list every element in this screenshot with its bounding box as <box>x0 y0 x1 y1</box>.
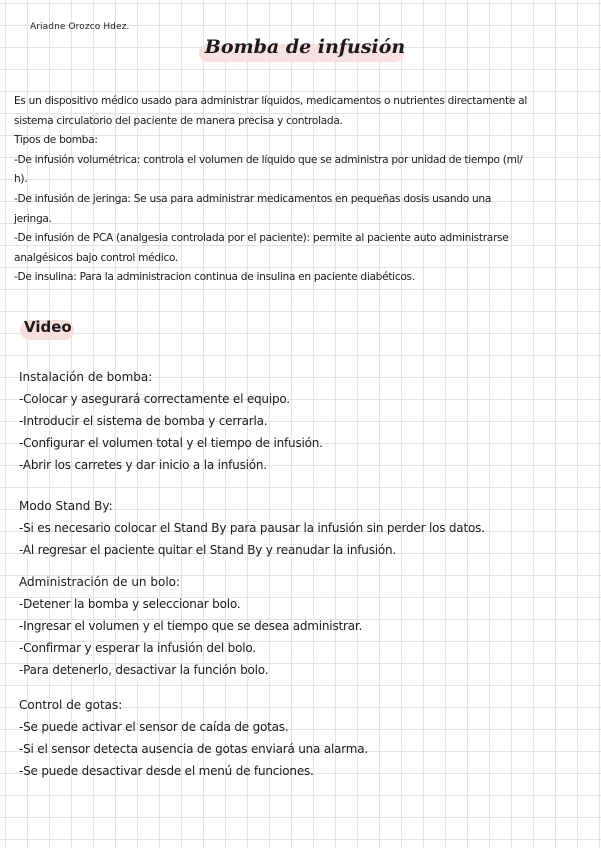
intro-paragraph <box>14 92 586 288</box>
section-heading: Administración de un bolo: <box>19 575 181 589</box>
section-heading: Instalación de bomba: <box>19 370 153 384</box>
intro-line: -De infusión de jeringa: Se usa para administrar medicamentos en pequeñas dosis usando una <box>14 192 492 205</box>
intro-line: -De infusión volumétrica: controla el volumen de líquido que se administra por unidad de tiempo (ml/ <box>14 153 523 166</box>
intro-line: -De insulina: Para la administracion continua de insulina en paciente diabéticos. <box>14 271 415 284</box>
intro-line: h). <box>14 173 28 186</box>
intro-line: -De infusión de PCA (analgesia controlada por el paciente): permite al paciente auto administrarse <box>14 232 509 245</box>
section-bolus <box>19 571 589 681</box>
list-item: -Si el sensor detecta ausencia de gotas enviará una alarma. <box>19 742 369 756</box>
video-heading-block <box>20 314 80 342</box>
list-item: -Se puede activar el sensor de caída de gotas. <box>19 720 289 734</box>
video-heading: Video <box>24 318 72 336</box>
author-name: Ariadne Orozco Hdez. <box>30 22 130 32</box>
intro-line: jeringa. <box>14 212 52 225</box>
list-item: -Ingresar el volumen y el tiempo que se desea administrar. <box>19 619 363 633</box>
title-block <box>195 36 415 66</box>
intro-line: Es un dispositivo médico usado para administrar líquidos, medicamentos o nutrientes directamente al <box>14 95 527 107</box>
list-item: -Configurar el volumen total y el tiempo de infusión. <box>19 436 323 450</box>
intro-line: sistema circulatorio del paciente de manera precisa y controlada. <box>14 114 343 127</box>
section-standby <box>19 495 589 561</box>
section-heading: Control de gotas: <box>19 698 123 712</box>
intro-line: analgésicos bajo control médico. <box>14 251 179 264</box>
list-item: -Se puede desactivar desde el menú de funciones. <box>19 764 314 778</box>
list-item: -Confirmar y esperar la infusión del bolo. <box>19 641 256 655</box>
list-item: -Introducir el sistema de bomba y cerrarla. <box>19 414 268 428</box>
list-item: -Colocar y asegurará correctamente el equipo. <box>19 392 290 406</box>
intro-line: Tipos de bomba: <box>14 134 98 147</box>
list-item: -Para detenerlo, desactivar la función bolo. <box>19 663 269 677</box>
list-item: -Si es necesario colocar el Stand By para pausar la infusión sin perder los datos. <box>19 521 485 535</box>
section-heading: Modo Stand By: <box>19 499 113 513</box>
list-item: -Detener la bomba y seleccionar bolo. <box>19 597 241 611</box>
section-drops <box>19 694 589 782</box>
page-title: Bomba de infusión <box>204 36 406 58</box>
list-item: -Abrir los carretes y dar inicio a la infusión. <box>19 458 267 472</box>
section-installation <box>19 366 589 476</box>
list-item: -Al regresar el paciente quitar el Stand By y reanudar la infusión. <box>19 543 397 557</box>
